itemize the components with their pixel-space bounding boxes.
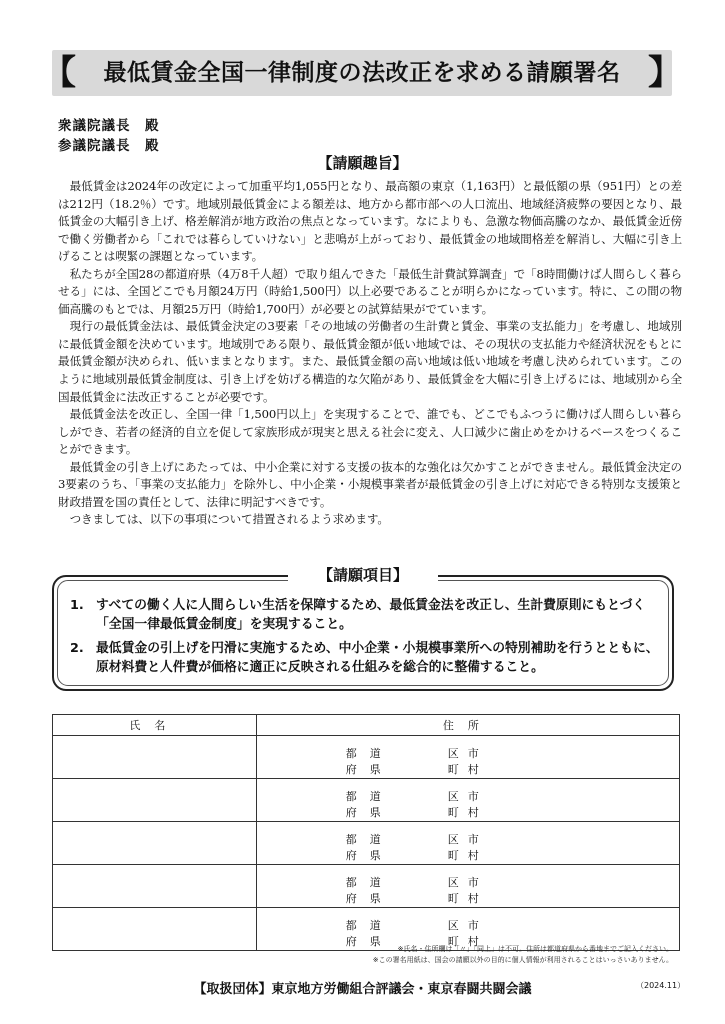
address-entry-cell[interactable] xyxy=(256,736,679,779)
address-label-fu: 府 xyxy=(345,935,357,948)
address-label-to: 都 xyxy=(345,833,357,846)
purpose-paragraph: 最低賃金の引き上げにあたっては、中小企業に対する支援の抜本的な強化は欠かすことができません。最低賃金決定の3要素のうち、「事業の支払能力」を除外し、中小企業・小規模事業者が最低賃金の引き上げに対応できる特別な支援策と財政措置を国の責任として、法律に明記すべきです。 xyxy=(58,459,682,509)
address-labels xyxy=(258,780,678,820)
purpose-paragraph: 私たちが全国28の都道府県（4万8千人超）で取り組んできた「最低生計費試算調査」で「8時間働けば人間らしく暮らせる」には、全国どこでも月額24万円（時給1,500円）以上必要であることが明らかになっています。特に、この間の物価高騰のもとでは、月額25万円（時給1,700円）が必要との試算結果がでています。 xyxy=(58,266,682,316)
signature-row xyxy=(53,779,680,822)
address-label-ken: 県 xyxy=(369,849,381,862)
petition-items-list xyxy=(70,596,670,682)
address-label-ken: 県 xyxy=(369,763,381,776)
note-line: ※氏名・住所欄は「〃」「同上」は不可。住所は都道府県から番地までご記入ください。 xyxy=(397,945,673,953)
address-label-machi: 町 xyxy=(447,892,459,905)
address-labels xyxy=(258,909,678,949)
address-label-ku: 区 xyxy=(447,747,459,760)
address-label-machi: 町 xyxy=(447,806,459,819)
petition-item-number: 2. xyxy=(70,641,84,656)
address-label-do: 道 xyxy=(369,919,381,932)
title-open-bracket: 【 xyxy=(42,53,76,93)
address-label-shi: 市 xyxy=(467,790,479,803)
address-label-shi: 市 xyxy=(467,919,479,932)
organizer-footer: 【取扱団体】東京地方労働組合評議会・東京春闘共闘会議 xyxy=(193,982,532,997)
name-entry-cell[interactable] xyxy=(53,865,257,908)
name-entry-cell[interactable] xyxy=(53,736,257,779)
purpose-paragraph: つきましては、以下の事項について措置されるよう求めます。 xyxy=(69,512,389,527)
address-label-mura: 村 xyxy=(467,892,479,905)
petition-item-text: 最低賃金の引上げを円滑に実施するため、中小企業・小規模事業所への特別補助を行うとともに、原材料費と人件費が価格に適正に反映される仕組みを総合的に整備すること。 xyxy=(96,641,659,675)
address-label-shi: 市 xyxy=(467,747,479,760)
address-label-ku: 区 xyxy=(447,876,459,889)
address-label-machi: 町 xyxy=(447,849,459,862)
signature-row xyxy=(53,865,680,908)
petition-item-number: 1. xyxy=(70,598,84,613)
address-label-to: 都 xyxy=(345,747,357,760)
address-label-to: 都 xyxy=(345,876,357,889)
petition-purpose-body xyxy=(58,178,682,529)
address-label-fu: 府 xyxy=(345,763,357,776)
address-label-shi: 市 xyxy=(467,833,479,846)
addressee-lower-house: 衆議院議長 殿 xyxy=(58,118,160,134)
addressee-upper-house: 参議院議長 殿 xyxy=(58,138,160,154)
address-label-fu: 府 xyxy=(345,806,357,819)
address-label-to: 都 xyxy=(345,790,357,803)
address-label-machi: 町 xyxy=(447,935,459,948)
petition-item-text: すべての働く人に人間らしい生活を保障するため、最低賃金法を改正し、生計費原則にもとづく「全国一律最低賃金制度」を実現すること。 xyxy=(96,598,646,632)
address-label-ku: 区 xyxy=(447,790,459,803)
address-label-fu: 府 xyxy=(345,892,357,905)
address-labels xyxy=(258,823,678,863)
address-label-do: 道 xyxy=(369,747,381,760)
purpose-paragraph: 現行の最低賃金法は、最低賃金決定の3要素「その地域の労働者の生計費と賃金、事業の支払能力」を考慮し、地域別に最低賃金額を決めています。地域別である限り、最低賃金額が低い地域では、その現状の支払能力や経済状況をもとに最低賃金額が決められ、低いままとなります。また、最低賃金額の高い地域は低い地域を考慮し決められています。このように地域別最低賃金制度は、引き上げを妨げる構造的な欠陥があり、最低賃金を大幅に引き上げるには、地域別から全国最低賃金に法改正することが必要です。 xyxy=(58,319,682,404)
address-label-mura: 村 xyxy=(467,763,479,776)
address-entry-cell[interactable] xyxy=(256,779,679,822)
address-labels xyxy=(258,737,678,777)
note-line: ※この署名用紙は、国会の請願以外の目的に個人情報が利用されることはいっさいありません。 xyxy=(372,956,673,964)
address-label-mura: 村 xyxy=(467,935,479,948)
petition-item xyxy=(70,596,670,634)
address-label-machi: 町 xyxy=(447,763,459,776)
issue-date: （2024.11） xyxy=(636,981,686,990)
address-label-mura: 村 xyxy=(467,849,479,862)
petition-item xyxy=(70,639,670,677)
address-label-do: 道 xyxy=(369,876,381,889)
petition-items-heading: 【請願項目】 xyxy=(288,563,438,587)
address-label-ku: 区 xyxy=(447,833,459,846)
petition-purpose-heading: 【請願趣旨】 xyxy=(317,154,408,172)
page-title: 最低賃金全国一律制度の法改正を求める請願署名 xyxy=(103,60,621,86)
signature-row xyxy=(53,736,680,779)
address-label-do: 道 xyxy=(369,833,381,846)
purpose-paragraph: 最低賃金は2024年の改定によって加重平均1,055円となり、最高額の東京（1,163円）と最低額の県（951円）との差は212円（18.2％）です。地域別最低賃金による額差は、地方から都市部への人口流出、地域経済疲弊の要因となり、最低賃金の大幅引き上げ、格差解消が地方政治の焦点となっています。なによりも、急激な物価高騰のなか、最低賃金近傍で働く労働者から「これでは暮らしていけない」と悲鳴が上がっており、最低賃金の地域間格差を解消し、大幅に引き上げることは喫緊の課題となっています。 xyxy=(58,179,682,264)
address-label-fu: 府 xyxy=(345,849,357,862)
address-label-ken: 県 xyxy=(369,935,381,948)
address-labels xyxy=(258,866,678,906)
name-entry-cell[interactable] xyxy=(53,822,257,865)
name-column-header: 氏名 xyxy=(53,715,257,736)
name-entry-cell[interactable] xyxy=(53,908,257,951)
title-close-bracket: 】 xyxy=(648,53,682,93)
signature-row xyxy=(53,822,680,865)
signature-table xyxy=(52,714,680,951)
address-label-to: 都 xyxy=(345,919,357,932)
name-entry-cell[interactable] xyxy=(53,779,257,822)
address-label-do: 道 xyxy=(369,790,381,803)
address-label-shi: 市 xyxy=(467,876,479,889)
address-label-ken: 県 xyxy=(369,806,381,819)
address-column-header: 住所 xyxy=(256,715,679,736)
address-label-mura: 村 xyxy=(467,806,479,819)
purpose-paragraph: 最低賃金法を改正し、全国一律「1,500円以上」を実現することで、誰でも、どこでもふつうに働けば人間らしい暮らしができ、若者の経済的自立を促して家族形成が現実と思える社会に変え、人口減少に歯止めをかけるベースをつくることができます。 xyxy=(58,407,682,457)
address-entry-cell[interactable] xyxy=(256,865,679,908)
address-entry-cell[interactable] xyxy=(256,822,679,865)
address-label-ken: 県 xyxy=(369,892,381,905)
address-label-ku: 区 xyxy=(447,919,459,932)
